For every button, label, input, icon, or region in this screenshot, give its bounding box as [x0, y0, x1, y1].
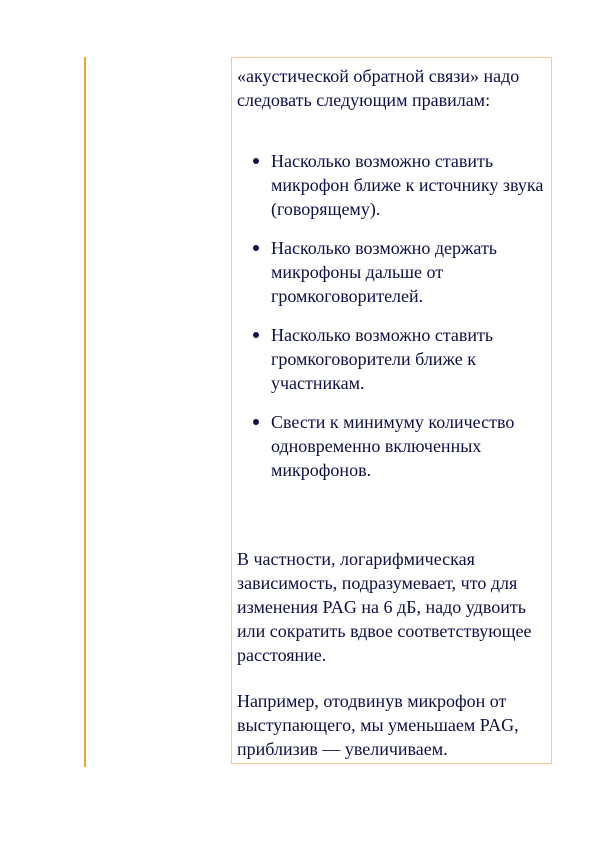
- bullet-icon: [253, 332, 259, 338]
- list-item: [253, 323, 549, 395]
- list-item-text: Насколько возможно ставить микрофон ближе к источнику звука (говорящему).: [271, 151, 544, 219]
- bullet-icon: [253, 158, 259, 164]
- example-paragraph: Например, отодвинув микрофон от выступающего, мы уменьшаем PAG, приблизив — увеличиваем.: [237, 691, 519, 759]
- list-item: [253, 149, 549, 221]
- logarithm-paragraph: В частности, логарифмическая зависимость, подразумевает, что для изменения PAG на 6 дБ, надо удвоить или сократить вдвое соответствующее расстояние.: [237, 549, 532, 665]
- left-accent-rule: [84, 57, 86, 767]
- list-item-text: Насколько возможно держать микрофоны дальше от громкоговорителей.: [271, 238, 498, 306]
- list-item-text: Насколько возможно ставить громкоговорители ближе к участникам.: [271, 325, 494, 393]
- list-item: [253, 236, 549, 308]
- rules-list: [253, 149, 549, 497]
- list-item: [253, 410, 549, 482]
- list-item-text: Свести к минимуму количество одновременно включенных микрофонов.: [271, 412, 515, 480]
- bullet-icon: [253, 245, 259, 251]
- intro-paragraph: «акустической обратной связи» надо следовать следующим правилам:: [237, 66, 520, 110]
- bullet-icon: [253, 419, 259, 425]
